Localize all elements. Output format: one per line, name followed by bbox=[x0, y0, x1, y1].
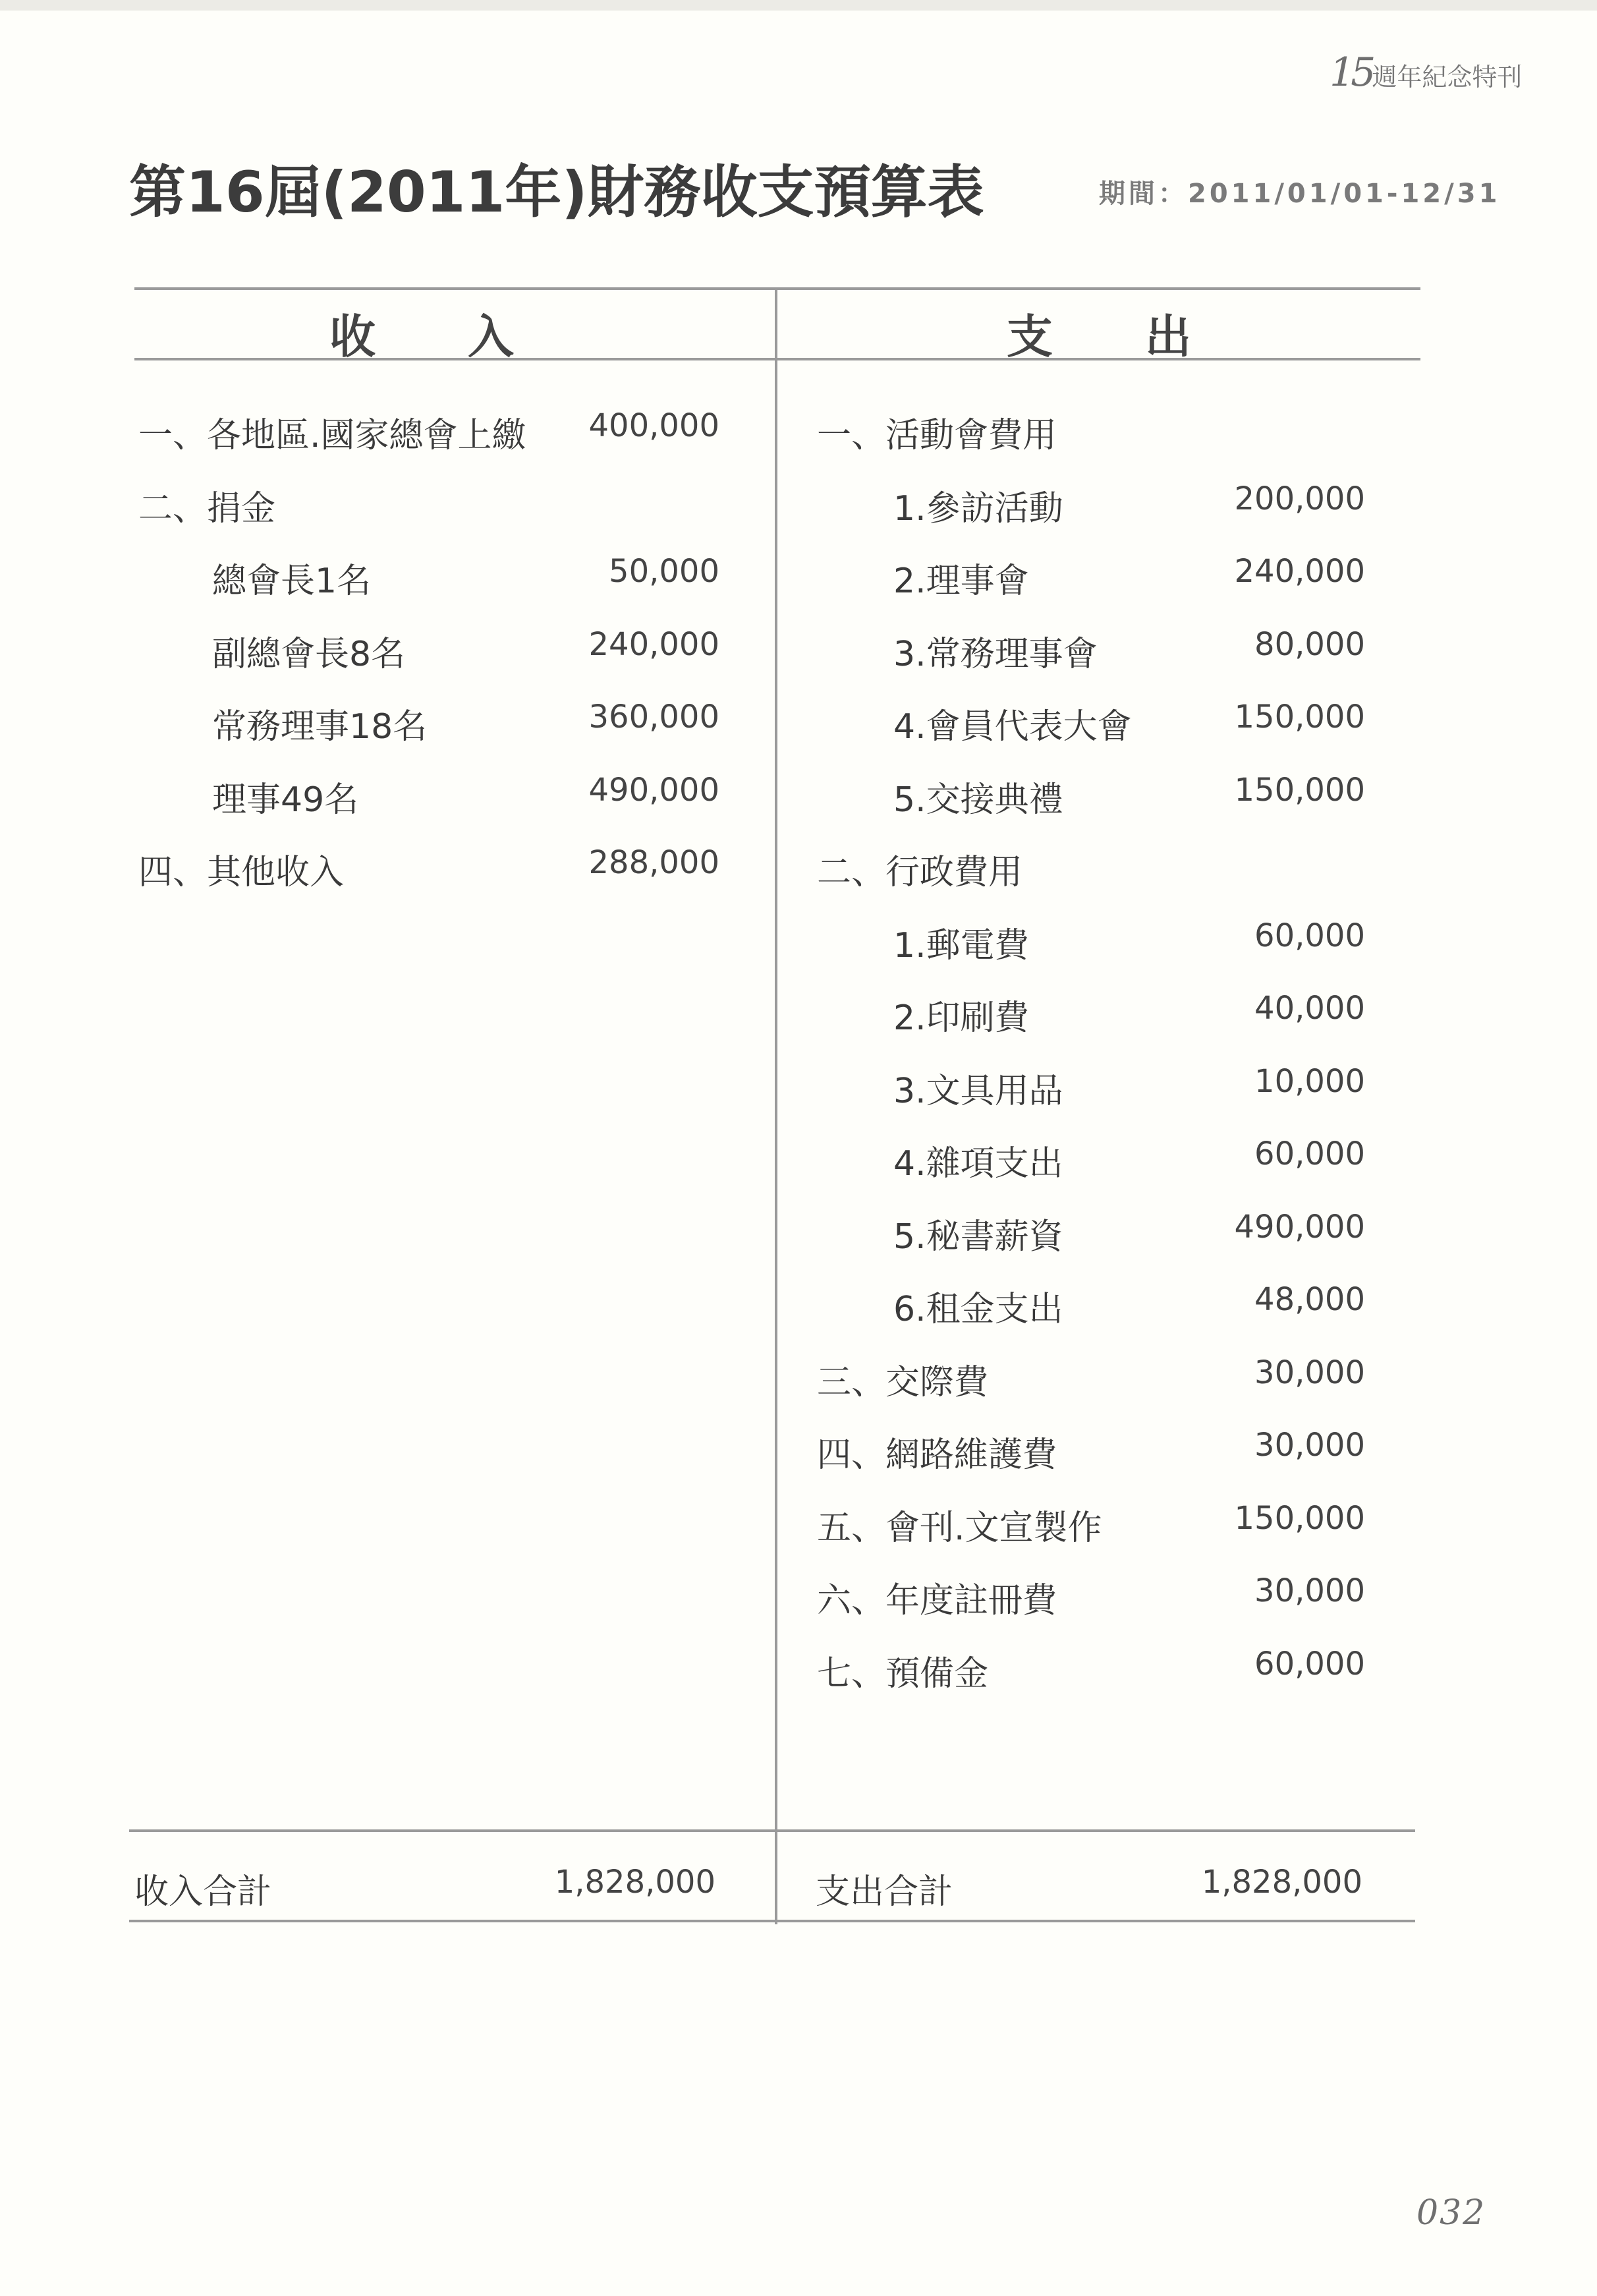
scan-top-edge bbox=[0, 0, 1597, 11]
expense-item-label: 3.文具用品 bbox=[893, 1071, 1063, 1111]
expense-item-label: 1.郵電費 bbox=[893, 925, 1029, 965]
expense-row bbox=[893, 1135, 1365, 1182]
expense-row bbox=[893, 480, 1365, 527]
expense-item-amount: 30,000 bbox=[1254, 1354, 1365, 1391]
income-item-label: 理事49名 bbox=[212, 780, 359, 820]
anniversary-text: 週年紀念特刊 bbox=[1372, 63, 1523, 92]
income-item-label: 一、各地區.國家總會上繳 bbox=[138, 416, 526, 455]
expense-total-row bbox=[816, 1864, 1362, 1910]
expense-item-label: 七、預備金 bbox=[817, 1653, 989, 1694]
income-item-amount: 288,000 bbox=[588, 844, 719, 881]
expense-item-label: 1.參訪活動 bbox=[893, 488, 1063, 529]
expense-row bbox=[817, 1427, 1365, 1473]
expense-item-amount: 200,000 bbox=[1234, 480, 1365, 517]
expense-row bbox=[893, 699, 1365, 745]
income-row bbox=[138, 844, 719, 890]
expense-row bbox=[817, 1500, 1365, 1546]
expense-total-label: 支出合計 bbox=[816, 1872, 953, 1912]
income-item-amount: 400,000 bbox=[588, 407, 719, 444]
expense-row bbox=[893, 1209, 1365, 1255]
budget-period: 期間：2011/01/01-12/31 bbox=[1099, 179, 1501, 209]
expense-item-label: 二、行政費用 bbox=[817, 853, 1023, 892]
income-item-amount: 240,000 bbox=[588, 625, 719, 663]
expense-item-amount: 150,000 bbox=[1234, 771, 1365, 809]
expense-item-label: 五、會刊.文宣製作 bbox=[817, 1508, 1102, 1548]
expense-row bbox=[817, 1354, 1365, 1400]
income-item-amount: 490,000 bbox=[588, 771, 719, 809]
income-column-header: 收 入 bbox=[329, 310, 514, 364]
expense-row bbox=[893, 772, 1365, 818]
income-total-row bbox=[134, 1864, 715, 1910]
totals-top-rule bbox=[129, 1829, 1415, 1832]
expense-item-amount: 60,000 bbox=[1254, 917, 1365, 954]
expense-column-header: 支 出 bbox=[1007, 310, 1191, 364]
income-item-label: 四、其他收入 bbox=[138, 853, 345, 892]
income-row bbox=[212, 553, 719, 599]
anniversary-number: 15 bbox=[1330, 49, 1372, 96]
totals-bottom-rule bbox=[129, 1920, 1415, 1922]
expense-item-amount: 80,000 bbox=[1254, 625, 1365, 663]
table-top-rule bbox=[134, 287, 1420, 290]
expense-item-label: 3.常務理事會 bbox=[893, 634, 1098, 674]
column-divider bbox=[775, 290, 777, 1924]
expense-row bbox=[893, 990, 1365, 1036]
expense-item-label: 三、交際費 bbox=[817, 1362, 989, 1402]
income-row bbox=[212, 699, 719, 745]
income-row bbox=[212, 772, 719, 818]
income-row bbox=[212, 626, 719, 672]
income-item-label: 副總會長8名 bbox=[212, 634, 406, 674]
expense-item-label: 5.交接典禮 bbox=[893, 780, 1063, 820]
expense-item-amount: 150,000 bbox=[1234, 1499, 1365, 1537]
anniversary-header bbox=[1330, 49, 1522, 96]
expense-item-label: 6.租金支出 bbox=[893, 1290, 1063, 1329]
expense-item-amount: 10,000 bbox=[1254, 1062, 1365, 1100]
income-total-amount: 1,828,000 bbox=[554, 1864, 715, 1901]
page-number: 032 bbox=[1416, 2193, 1486, 2233]
expense-row bbox=[893, 1281, 1365, 1327]
expense-row bbox=[893, 626, 1365, 672]
income-item-amount: 50,000 bbox=[609, 553, 719, 590]
expense-item-amount: 48,000 bbox=[1254, 1281, 1365, 1318]
expense-total-amount: 1,828,000 bbox=[1201, 1864, 1362, 1901]
expense-item-amount: 150,000 bbox=[1234, 699, 1365, 735]
expense-item-amount: 40,000 bbox=[1254, 990, 1365, 1027]
table-header-rule bbox=[134, 358, 1420, 360]
expense-row bbox=[817, 1572, 1365, 1619]
page-title: 第16屆(2011年)財務收支預算表 bbox=[129, 159, 984, 225]
income-item-label: 二、捐金 bbox=[138, 488, 276, 529]
expense-item-amount: 60,000 bbox=[1254, 1135, 1365, 1172]
income-item-label: 總會長1名 bbox=[212, 561, 372, 601]
expense-row bbox=[817, 1646, 1365, 1692]
income-total-label: 收入合計 bbox=[134, 1872, 272, 1912]
expense-item-label: 4.會員代表大會 bbox=[893, 707, 1132, 747]
expense-row bbox=[893, 917, 1365, 963]
income-item-amount: 360,000 bbox=[588, 699, 719, 735]
expense-item-amount: 60,000 bbox=[1254, 1645, 1365, 1682]
expense-row bbox=[893, 553, 1365, 599]
expense-item-label: 六、年度註冊費 bbox=[817, 1581, 1057, 1621]
expense-row bbox=[817, 407, 1365, 453]
income-row bbox=[138, 407, 719, 453]
expense-item-amount: 490,000 bbox=[1234, 1208, 1365, 1246]
expense-item-label: 四、網路維護費 bbox=[817, 1435, 1057, 1475]
income-row bbox=[138, 480, 719, 527]
expense-item-label: 5.秘書薪資 bbox=[893, 1217, 1063, 1257]
expense-row bbox=[817, 844, 1365, 890]
income-item-label: 常務理事18名 bbox=[212, 707, 428, 747]
expense-item-label: 2.理事會 bbox=[893, 561, 1029, 601]
expense-item-label: 一、活動會費用 bbox=[817, 416, 1057, 455]
expense-item-amount: 240,000 bbox=[1234, 553, 1365, 590]
expense-item-label: 4.雜項支出 bbox=[893, 1144, 1063, 1184]
expense-item-amount: 30,000 bbox=[1254, 1572, 1365, 1609]
expense-item-amount: 30,000 bbox=[1254, 1427, 1365, 1464]
expense-item-label: 2.印刷費 bbox=[893, 998, 1029, 1038]
expense-row bbox=[893, 1063, 1365, 1109]
